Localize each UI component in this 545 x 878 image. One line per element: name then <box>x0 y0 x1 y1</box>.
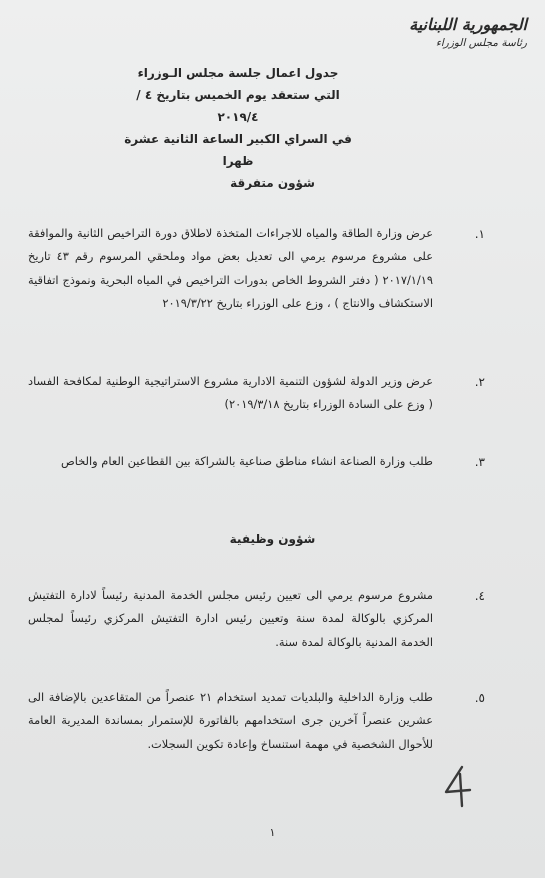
item-text: عرض وزير الدولة لشؤون التنمية الادارية مشروع الاستراتيجية الوطنية لمكافحة الفساد ( وزع على السادة الوزراء بتاريخ ٢٠١٩/٣/١٨) <box>28 374 433 412</box>
agenda-item-2 <box>0 370 545 420</box>
agenda-item-4 <box>0 584 545 659</box>
item-number: ٢. <box>474 375 485 389</box>
page-number: ١ <box>269 826 276 839</box>
handwritten-number-note <box>440 764 474 808</box>
section-title-staffing: شؤون وظيفية <box>229 532 316 546</box>
agenda-item-3 <box>0 450 545 500</box>
agenda-item-1 <box>0 222 545 342</box>
item-text: طلب وزارة الصناعة انشاء مناطق صناعية بالشراكة بين القطاعين العام والخاص <box>60 454 433 468</box>
item-text: طلب وزارة الداخلية والبلديات تمديد استخدام ٢١ عنصراً من المتقاعدين بالإضافة الى عشرين عنصراً آخرين جرى استخدامهم بالفاتورة للإستمرار بمساندة المديرية العامة للأحوال الشخصية في مهمة استنساخ وإعادة تكوين السجلات. <box>28 690 433 751</box>
item-number: ٥. <box>474 691 485 705</box>
item-number: ١. <box>474 227 485 241</box>
agenda-title: جدول اعمال جلسة مجلس الـوزراء <box>137 66 339 80</box>
item-number: ٣. <box>474 455 485 469</box>
agenda-header <box>118 62 358 172</box>
item-number: ٤. <box>474 589 485 603</box>
item-text: عرض وزارة الطاقة والمياه للاجراءات المتخذة لاطلاق دورة التراخيص الثانية والموافقة على مشروع مرسوم يرمي الى تعديل بعض مواد وملحقي المرسوم رقم ٤٣ تاريخ ٢٠١٧/١/١٩ ( دفتر الشروط الخاص بدورات التراخيص في المياه البحرية ونموذج اتفاقية الاستكشاف والانتاج ) ، وزع على الوزراء بتاريخ ٢٠١٩/٣/٢٢ <box>28 226 434 310</box>
agenda-location-line: في السراي الكبير الساعة الثانية عشرة ظهرا <box>124 132 352 168</box>
letterhead-republic: الجمهورية اللبنانية <box>409 15 527 34</box>
section-title-misc: شؤون متفرقة <box>230 176 315 190</box>
letterhead-presidency: رئاسة مجلس الوزراء <box>435 37 527 49</box>
agenda-date-line: التي ستعقد يوم الخميس بتاريخ ٤ /٢٠١٩/٤ <box>136 88 340 124</box>
item-text: مشروع مرسوم يرمي الى تعيين رئيس مجلس الخدمة المدنية رئيساً لادارة التفتيش المركزي بالوكالة لمدة سنة وتعيين رئيس ادارة التفتيش المركزي رئيساً لمجلس الخدمة المدنية بالوكالة لمدة سنة. <box>28 588 433 649</box>
letterhead <box>397 14 527 50</box>
